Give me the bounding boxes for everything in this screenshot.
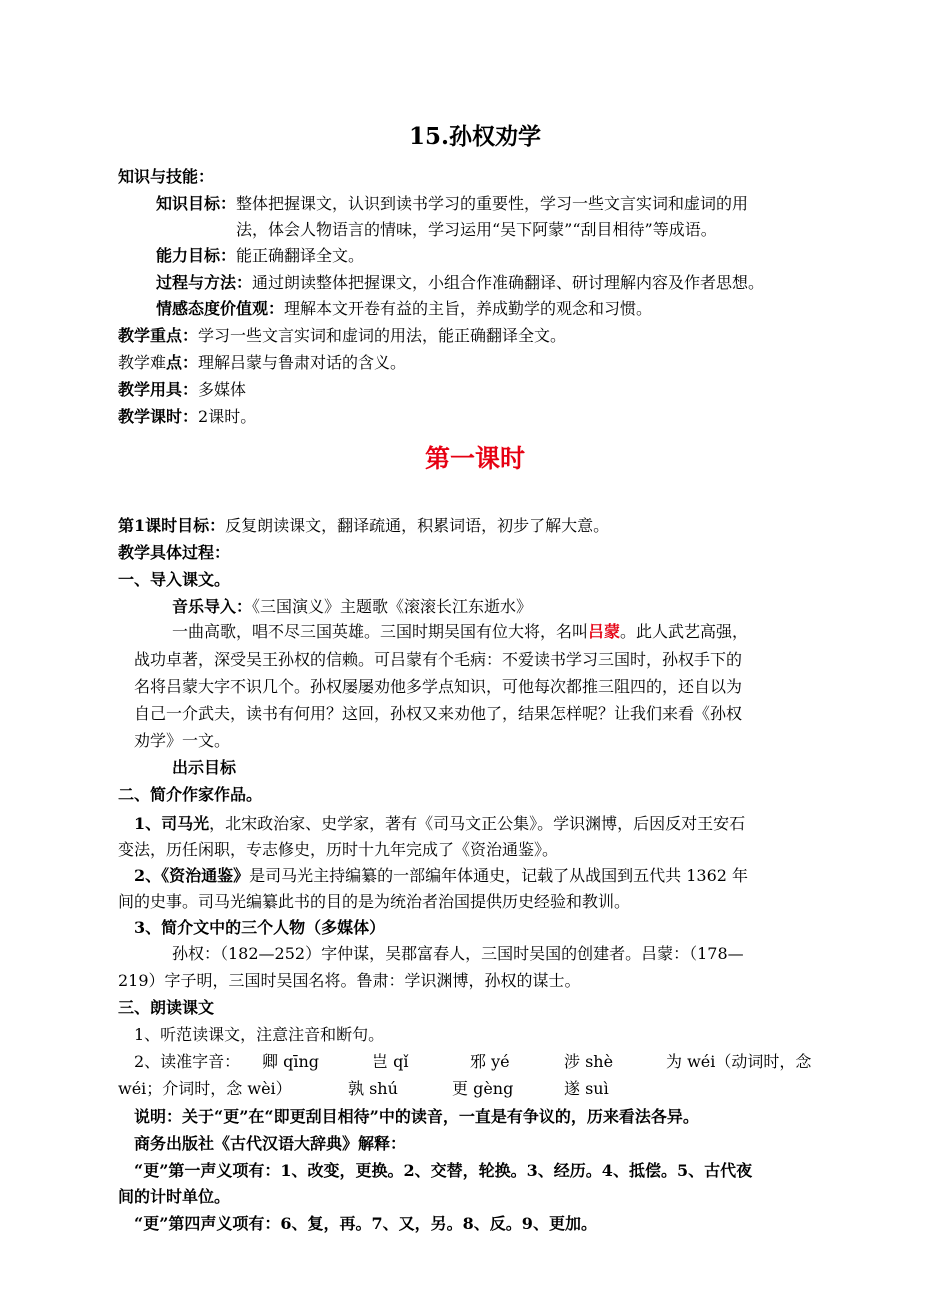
pinyin-sui: 遂 suì <box>564 1079 609 1098</box>
pinyin-qing: 卿 qīng <box>262 1052 319 1071</box>
process-label: 过程与方法： <box>156 273 253 292</box>
music-label: 音乐导入： <box>172 597 253 616</box>
section-2-heading: 二、简介作家作品。 <box>118 785 263 804</box>
ability-text: 能正确翻译全文。 <box>236 246 365 265</box>
pinyin-wei-cont: wéi；介词时，念 wèi） <box>118 1079 292 1098</box>
emotion-label: 情感态度价值观： <box>156 299 285 318</box>
read-item-1: 1、听范读课文，注意注音和断句。 <box>134 1025 385 1044</box>
emotion-text: 理解本文开卷有益的主旨，养成勤学的观念和习惯。 <box>284 299 653 318</box>
intro-paragraph-line-3: 名将吕蒙大字不识几个。孙权屡屡劝他多学点知识，可他每次都推三阻四的，还自以为 <box>134 677 743 696</box>
author-text: ，北宋政治家、史学家，著有《司马文正公集》。学识渊博，后因反对王安石 <box>209 814 746 833</box>
book-text: 是司马光主持编纂的一部编年体通史，记载了从战国到五代共 1362 年 <box>249 866 749 885</box>
process-heading: 教学具体过程： <box>118 543 231 562</box>
note-line: 说明：关于“更”在“即更刮目相待”中的读音，一直是有争议的，历来看法各异。 <box>134 1107 699 1126</box>
people-heading: 3、简介文中的三个人物（多媒体） <box>134 918 386 937</box>
emotion-goal <box>156 299 652 319</box>
geng-first-tone-line-2: 间的计时单位。 <box>118 1187 231 1206</box>
geng-fourth-tone-line: “更”第四声义项有：6、复，再。7、又，另。8、反。9、更加。 <box>134 1214 597 1233</box>
tools-label: 教学用具： <box>118 380 199 399</box>
people-line-2: 219）字子明，三国时吴国名将。鲁肃：学识渊博，孙权的谋士。 <box>118 971 581 990</box>
difficulty-label-bold: 点： <box>166 353 199 372</box>
author-num: 1、 <box>134 814 162 833</box>
book-intro-cont: 间的史事。司马光编纂此书的目的是为统治者治国提供历史经验和教训。 <box>118 892 631 911</box>
book-name: 《资治通鉴》 <box>161 866 250 885</box>
ability-label: 能力目标： <box>156 246 237 265</box>
process-method <box>156 273 764 293</box>
process-text: 通过朗读整体把握课文，小组合作准确翻译、研讨理解内容及作者思想。 <box>252 273 765 292</box>
tools-text: 多媒体 <box>198 380 247 399</box>
intro-text-a: 一曲高歌，唱不尽三国英雄。三国时期吴国有位大将，名叫 <box>172 622 589 641</box>
lesson-title: 第一课时 <box>424 444 525 473</box>
lesson-goal-text: 反复朗读课文，翻译疏通，积累词语，初步了解大意。 <box>225 516 610 535</box>
difficulty-label-plain: 教学难 <box>118 353 167 372</box>
pinyin-shu: 孰 shú <box>348 1079 398 1098</box>
hours-label: 教学课时： <box>118 407 199 426</box>
section-3-heading: 三、朗读课文 <box>118 998 215 1017</box>
ability-goal <box>156 246 364 266</box>
intro-paragraph-line-2: 战功卓著，深受吴王孙权的信赖。可吕蒙有个毛病：不爱读书学习三国时，孙权手下的 <box>134 650 743 669</box>
read-item-2-label: 2、读准字音： <box>134 1052 241 1071</box>
page-title: 15.孙权劝学 <box>408 123 541 150</box>
knowledge-goal-text: 整体把握课文，认识到读书学习的重要性，学习一些文言实词和虚词的用 <box>236 194 749 213</box>
intro-paragraph-line-1 <box>172 622 748 642</box>
pinyin-geng: 更 gèng <box>452 1079 514 1098</box>
geng-first-tone-line-1: “更”第一声义项有：1、改变，更换。2、交替，轮换。3、经历。4、抵偿。5、古代夜 <box>134 1161 753 1180</box>
knowledge-goal-label: 知识目标： <box>156 194 237 213</box>
difficulty-point <box>118 353 406 373</box>
intro-paragraph-line-5: 劝学》一文。 <box>134 731 231 750</box>
teaching-tools <box>118 380 246 400</box>
knowledge-goal <box>156 194 748 214</box>
lesson-goal <box>118 516 609 536</box>
key-text: 学习一些文言实词和虚词的用法，能正确翻译全文。 <box>198 326 567 345</box>
book-intro <box>134 866 748 886</box>
knowledge-heading: 知识与技能： <box>118 167 215 186</box>
music-intro <box>172 597 532 617</box>
section-1-heading: 一、导入课文。 <box>118 570 231 589</box>
author-intro-cont: 变法，历任闲职，专志修史，历时十九年完成了《资治通鉴》。 <box>118 840 559 859</box>
knowledge-goal-cont: 法，体会人物语言的情味，学习运用“吴下阿蒙”“刮目相待”等成语。 <box>236 220 717 239</box>
music-text: 《三国演义》主题歌《滚滚长江东逝水》 <box>252 597 533 616</box>
dict-line: 商务出版社《古代汉语大辞典》解释： <box>134 1134 407 1153</box>
difficulty-text: 理解吕蒙与鲁肃对话的含义。 <box>198 353 407 372</box>
author-intro <box>134 814 745 834</box>
pinyin-wei: 为 wéi（动词时，念 <box>666 1052 812 1071</box>
key-point <box>118 326 566 346</box>
key-label: 教学重点： <box>118 326 199 345</box>
teaching-hours <box>118 407 256 427</box>
intro-highlight-name: 吕蒙 <box>588 622 621 641</box>
show-goal: 出示目标 <box>172 758 237 777</box>
book-num: 2、 <box>134 866 162 885</box>
author-name: 司马光 <box>161 814 210 833</box>
hours-text: 2课时。 <box>198 407 257 426</box>
intro-paragraph-line-4: 自己一介武夫，读书有何用？这回，孙权又来劝他了，结果怎样呢？让我们来看《孙权 <box>134 704 743 723</box>
intro-text-b: 。此人武艺高强， <box>620 622 749 641</box>
pinyin-she: 涉 shè <box>564 1052 614 1071</box>
pinyin-qi: 岂 qǐ <box>372 1052 409 1071</box>
people-line-1: 孙权：（182—252）字仲谋，吴郡富春人，三国时吴国的创建者。吕蒙：（178— <box>172 944 744 963</box>
lesson-goal-label: 第1课时目标： <box>118 516 226 535</box>
pinyin-ye: 邪 yé <box>470 1052 510 1071</box>
